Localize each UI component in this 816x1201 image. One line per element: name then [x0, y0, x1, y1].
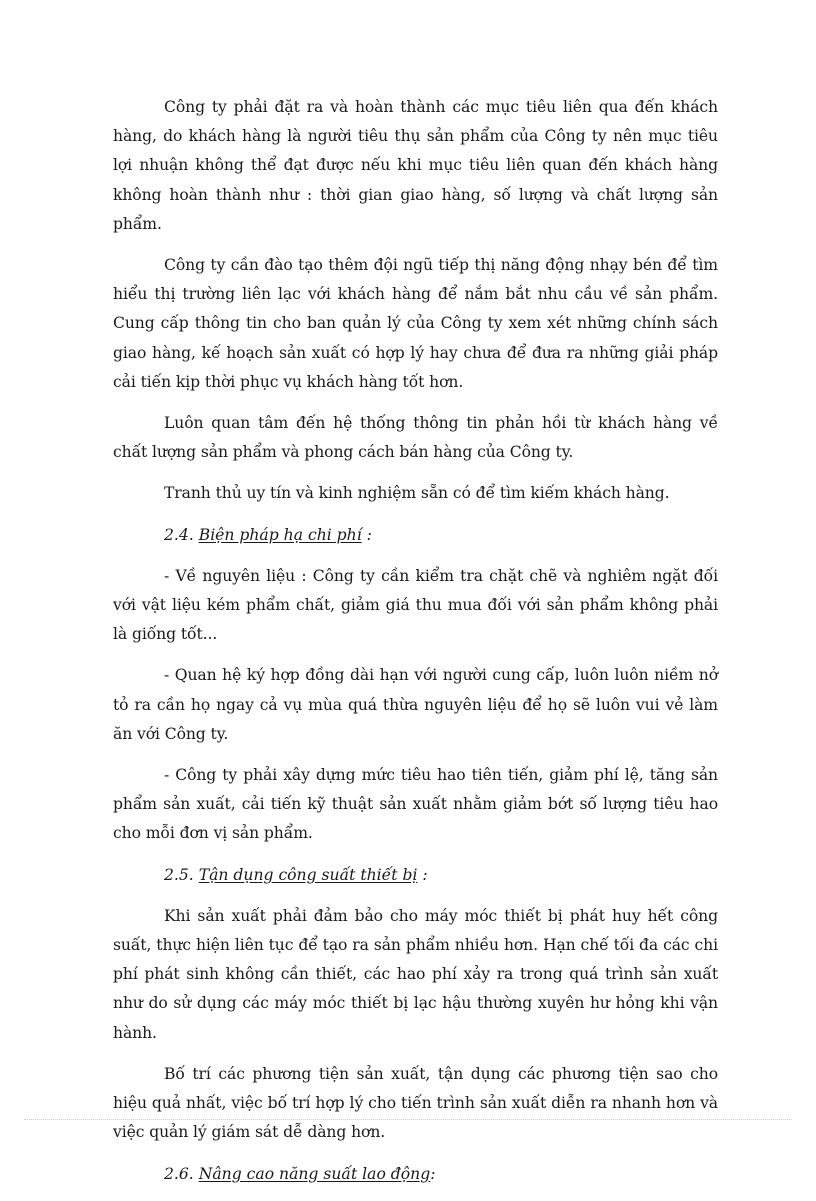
section-number: 2.5.: [164, 865, 194, 884]
paragraph-reputation: Tranh thủ uy tín và kinh nghiệm sẵn có để tìm kiếm khách hàng.: [164, 484, 670, 503]
section-title: Biện pháp hạ chi phí: [198, 525, 362, 544]
page-bottom-divider: [24, 1119, 792, 1120]
section-number: 2.6.: [164, 1164, 194, 1183]
section-heading-2-6: [113, 1160, 718, 1189]
section-suffix: :: [417, 865, 428, 884]
section-heading-2-5: [113, 861, 718, 890]
paragraph-marketing-team: Công ty cần đào tạo thêm đội ngũ tiếp thị năng động nhạy bén để tìm hiểu thị trường liên lạc với khách hàng để nắm bắt nhu cầu về sản phẩm. Cung cấp thông tin cho ban quản lý của Công ty xem xét những chính sách giao hàng, kế hoạch sản xuất có hợp lý hay chưa để đưa ra những giải pháp cải tiến kịp thời phục vụ khách hàng tốt hơn.: [113, 256, 718, 391]
section-number: 2.4.: [164, 525, 194, 544]
paragraph-customer-goals: Công ty phải đặt ra và hoàn thành các mục tiêu liên qua đến khách hàng, do khách hàng là người tiêu thụ sản phẩm của Công ty nên mục tiêu lợi nhuận không thể đạt được nếu khi mục tiêu liên quan đến khách hàng không hoàn thành như : thời gian giao hàng, số lượng và chất lượng sản phẩm.: [113, 98, 718, 233]
section-title: Tận dụng công suất thiết bị: [198, 865, 418, 884]
paragraph-equipment-capacity: Khi sản xuất phải đảm bảo cho máy móc thiết bị phát huy hết công suất, thực hiện liên tục để tạo ra sản phẩm nhiều hơn. Hạn chế tối đa các chi phí phát sinh không cần thiết, các hao phí xảy ra trong quá trình sản xuất như do sử dụng các máy móc thiết bị lạc hậu thường xuyên hư hỏng khi vận hành.: [113, 906, 718, 1042]
section-suffix: :: [361, 525, 372, 544]
paragraph-consumption-norms: - Công ty phải xây dựng mức tiêu hao tiên tiến, giảm phí lệ, tăng sản phẩm sản xuất, cải tiến kỹ thuật sản xuất nhằm giảm bớt số lượng tiêu hao cho mỗi đơn vị sản phẩm.: [113, 766, 718, 843]
document-body: [113, 93, 718, 1201]
paragraph-production-layout: Bố trí các phương tiện sản xuất, tận dụng các phương tiện sao cho hiệu quả nhất, việc bố trí hợp lý cho tiến trình sản xuất diễn ra nhanh hơn và việc quản lý giám sát dễ dàng hơn.: [113, 1064, 718, 1142]
section-title: Nâng cao năng suất lao động: [198, 1164, 431, 1183]
section-suffix: :: [430, 1164, 436, 1183]
section-heading-2-4: [113, 521, 718, 550]
paragraph-feedback-system: Luôn quan tâm đến hệ thống thông tin phản hồi từ khách hàng về chất lượng sản phẩm và phong cách bán hàng của Công ty.: [113, 414, 718, 462]
paragraph-supplier-contracts: - Quan hệ ký hợp đồng dài hạn với người cung cấp, luôn luôn niềm nở tỏ ra cần họ ngay cả vụ mùa quá thừa nguyên liệu để họ sẽ luôn vui vẻ làm ăn với Công ty.: [113, 666, 718, 743]
paragraph-raw-materials: - Về nguyên liệu : Công ty cần kiểm tra chặt chẽ và nghiêm ngặt đối với vật liệu kém phẩm chất, giảm giá thu mua đối với sản phẩm không phải là giống tốt...: [113, 566, 718, 644]
